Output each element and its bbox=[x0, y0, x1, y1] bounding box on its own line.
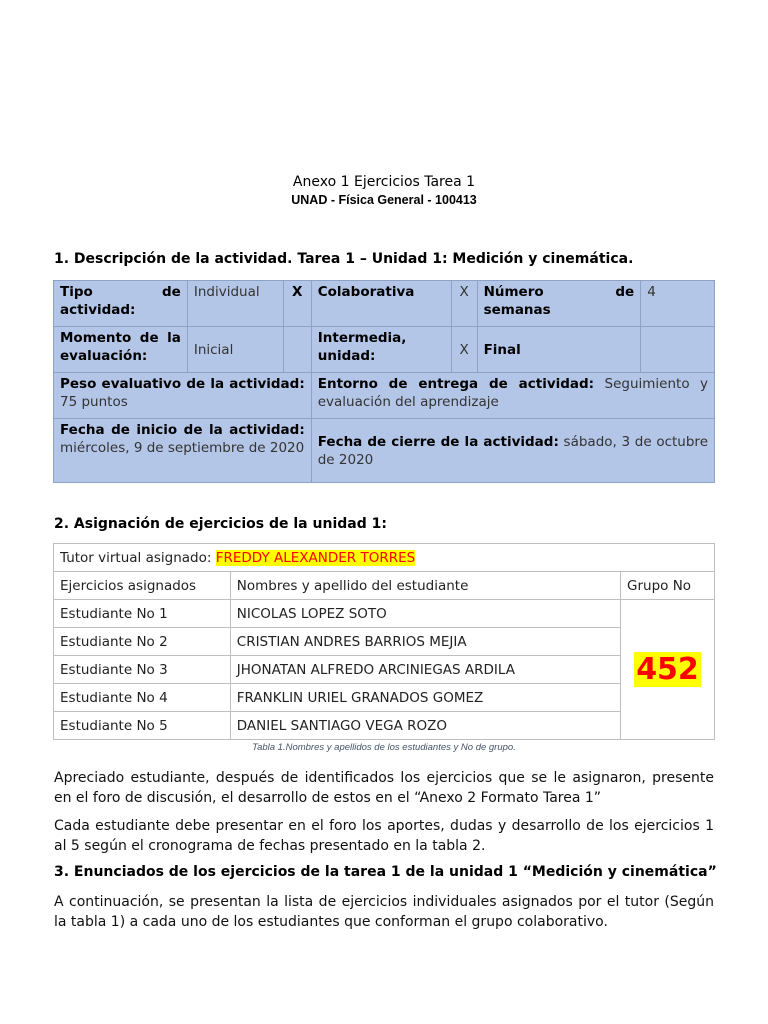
momento-evaluacion-label: Momento de la evaluación: bbox=[54, 327, 188, 373]
entorno-label: Entorno de entrega de actividad: bbox=[317, 376, 595, 392]
student-label: Estudiante No 5 bbox=[54, 712, 231, 740]
peso-label: Peso evaluativo de la actividad: bbox=[60, 376, 305, 392]
table-caption: Tabla 1.Nombres y apellidos de los estudiantes y No de grupo. bbox=[252, 742, 516, 753]
student-label: Estudiante No 2 bbox=[54, 628, 231, 656]
numero-semanas-label: Número de semanas bbox=[477, 281, 641, 327]
student-name: FRANKLIN URIEL GRANADOS GOMEZ bbox=[230, 684, 620, 712]
inicial-option: Inicial bbox=[187, 327, 283, 373]
entorno-value: Seguimiento y evaluación del aprendizaje bbox=[317, 376, 709, 410]
column-header-ejercicios: Ejercicios asignados bbox=[54, 572, 231, 600]
table-row bbox=[54, 712, 715, 740]
fecha-cierre-value: sábado, 3 de octubre de 2020 bbox=[317, 433, 708, 468]
section3-heading: 3. Enunciados de los ejercicios de la tarea 1 de la unidad 1 “Medición y cinemática” bbox=[54, 864, 717, 880]
section2-heading: 2. Asignación de ejercicios de la unidad 1: bbox=[54, 516, 387, 532]
activity-description-table bbox=[53, 280, 715, 483]
colaborativa-mark: X bbox=[451, 281, 477, 327]
document-subtitle: UNAD - Física General - 100413 bbox=[291, 193, 477, 207]
fecha-cierre-cell bbox=[311, 419, 714, 483]
table-row bbox=[54, 684, 715, 712]
paragraph-exercise-list: A continuación, se presentan la lista de ejercicios individuales asignados por el tutor (Según la tabla 1) a cada uno de los estudiantes que conforman el grupo colaborativo. bbox=[54, 894, 714, 930]
section1-heading: 1. Descripción de la actividad. Tarea 1 – Unidad 1: Medición y cinemática. bbox=[54, 251, 634, 267]
table-row bbox=[54, 600, 715, 628]
tutor-name: FREDDY ALEXANDER TORRES bbox=[215, 549, 416, 566]
document-title: Anexo 1 Ejercicios Tarea 1 bbox=[292, 174, 476, 190]
intermedia-mark: X bbox=[451, 327, 477, 373]
column-header-grupo: Grupo No bbox=[621, 572, 715, 600]
table-row bbox=[54, 628, 715, 656]
exercise-assignment-table bbox=[53, 543, 715, 740]
student-label: Estudiante No 1 bbox=[54, 600, 231, 628]
peso-value: 75 puntos bbox=[60, 394, 128, 410]
student-name: NICOLAS LOPEZ SOTO bbox=[230, 600, 620, 628]
student-label: Estudiante No 4 bbox=[54, 684, 231, 712]
inicial-mark bbox=[283, 327, 311, 373]
numero-semanas-value: 4 bbox=[641, 281, 715, 327]
fecha-inicio-value: miércoles, 9 de septiembre de 2020 bbox=[60, 440, 305, 456]
peso-evaluativo-cell bbox=[54, 373, 312, 419]
fecha-inicio-cell bbox=[54, 419, 312, 483]
individual-option: Individual bbox=[187, 281, 283, 327]
paragraph-instructions: Apreciado estudiante, después de identificados los ejercicios que se le asignaron, presente en el foro de discusión, el desarrollo de estos en el “Anexo 2 Formato Tarea 1” bbox=[54, 770, 714, 806]
fecha-cierre-label: Fecha de cierre de la actividad: bbox=[317, 433, 559, 450]
student-name: JHONATAN ALFREDO ARCINIEGAS ARDILA bbox=[230, 656, 620, 684]
intermedia-option: Intermedia, unidad: bbox=[311, 327, 451, 373]
tutor-row bbox=[54, 544, 715, 572]
fecha-inicio-label: Fecha de inicio de la actividad: bbox=[60, 422, 305, 438]
table-row bbox=[54, 656, 715, 684]
paragraph-presentation: Cada estudiante debe presentar en el foro los aportes, dudas y desarrollo de los ejercicios 1 al 5 según el cronograma de fechas presentado en la tabla 2. bbox=[54, 818, 714, 854]
final-option: Final bbox=[477, 327, 641, 373]
final-mark bbox=[641, 327, 715, 373]
group-number: 452 bbox=[636, 652, 699, 687]
column-header-nombres: Nombres y apellido del estudiante bbox=[230, 572, 620, 600]
student-label: Estudiante No 3 bbox=[54, 656, 231, 684]
group-number-cell bbox=[621, 600, 715, 740]
student-name: CRISTIAN ANDRES BARRIOS MEJIA bbox=[230, 628, 620, 656]
colaborativa-option: Colaborativa bbox=[311, 281, 451, 327]
entorno-entrega-cell bbox=[311, 373, 714, 419]
individual-mark: X bbox=[283, 281, 311, 327]
tutor-label: Tutor virtual asignado: bbox=[60, 549, 216, 566]
tipo-actividad-label: Tipo de actividad: bbox=[54, 281, 188, 327]
student-name: DANIEL SANTIAGO VEGA ROZO bbox=[230, 712, 620, 740]
